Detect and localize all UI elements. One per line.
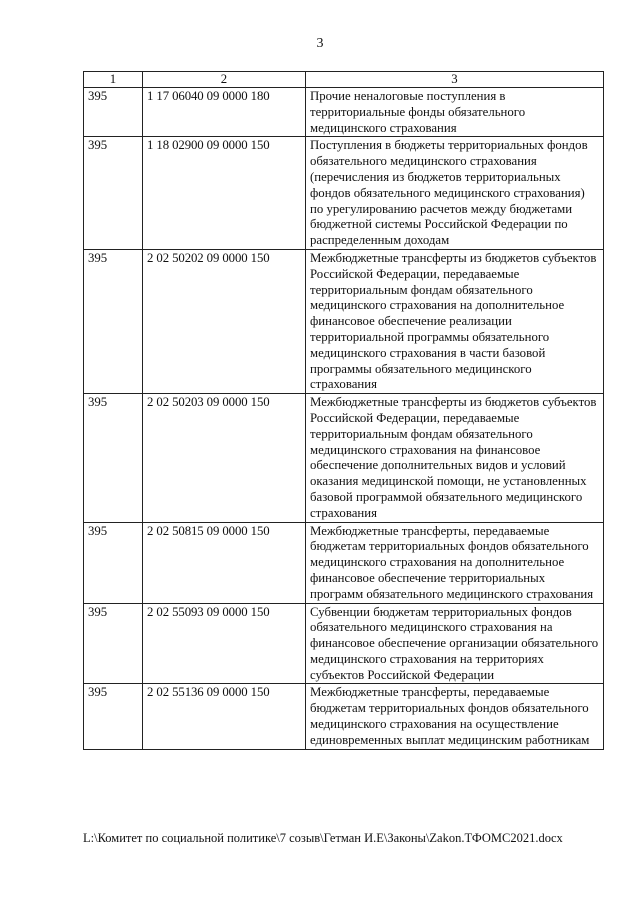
description-cell: Межбюджетные трансферты, передаваемые бюджетам территориальных фондов обязательного медицинского страхования на дополнительное финансовое обеспечение территориальных программ обязательного медицинского страхования	[306, 522, 604, 603]
description-cell: Поступления в бюджеты территориальных фондов обязательного медицинского страхования (перечисления из бюджетов территориальных фондов обязательного медицинского страхования) по урегулированию расчетов между бюджетами бюджетной системы Российской Федерации по распределенным доходам	[306, 137, 604, 250]
table-row	[84, 684, 604, 749]
table-row	[84, 88, 604, 137]
admin-code-cell: 395	[84, 137, 143, 250]
revenue-codes-table	[83, 71, 604, 750]
column-header-2: 2	[143, 72, 306, 88]
kbk-code-cell: 1 18 02900 09 0000 150	[143, 137, 306, 250]
kbk-code-cell: 2 02 50202 09 0000 150	[143, 249, 306, 393]
admin-code-cell: 395	[84, 684, 143, 749]
description-cell: Межбюджетные трансферты, передаваемые бюджетам территориальных фондов обязательного медицинского страхования на осуществление единовременных выплат медицинским работникам	[306, 684, 604, 749]
table-row	[84, 394, 604, 522]
description-cell: Межбюджетные трансферты из бюджетов субъектов Российской Федерации, передаваемые территориальным фондам обязательного медицинского страхования на финансовое обеспечение дополнительных видов и условий оказания медицинской помощи, не установленных базовой программой обязательного медицинского страхования	[306, 394, 604, 522]
admin-code-cell: 395	[84, 394, 143, 522]
admin-code-cell: 395	[84, 522, 143, 603]
description-cell: Межбюджетные трансферты из бюджетов субъектов Российской Федерации, передаваемые территориальным фондам обязательного медицинского страхования на дополнительное финансовое обеспечение реализации территориальной программы обязательного медицинского страхования в части базовой программы обязательного медицинского страхования	[306, 249, 604, 393]
column-header-3: 3	[306, 72, 604, 88]
description-cell: Субвенции бюджетам территориальных фондов обязательного медицинского страхования на финансовое обеспечение организации обязательного медицинского страхования на территориях субъектов Российской Федерации	[306, 603, 604, 684]
admin-code-cell: 395	[84, 603, 143, 684]
description-cell: Прочие неналоговые поступления в территориальные фонды обязательного медицинского страхования	[306, 88, 604, 137]
table-row	[84, 137, 604, 250]
page-number: 3	[316, 36, 324, 51]
file-path-footer: L:\Комитет по социальной политике\7 созыв\Гетман И.Е\Законы\Zakon.ТФОМС2021.docx	[83, 831, 563, 845]
table-header-row	[84, 72, 604, 88]
table-row	[84, 522, 604, 603]
kbk-code-cell: 2 02 55136 09 0000 150	[143, 684, 306, 749]
kbk-code-cell: 2 02 50815 09 0000 150	[143, 522, 306, 603]
admin-code-cell: 395	[84, 249, 143, 393]
column-header-1: 1	[84, 72, 143, 88]
table-row	[84, 249, 604, 393]
kbk-code-cell: 2 02 50203 09 0000 150	[143, 394, 306, 522]
admin-code-cell: 395	[84, 88, 143, 137]
table-row	[84, 603, 604, 684]
kbk-code-cell: 2 02 55093 09 0000 150	[143, 603, 306, 684]
kbk-code-cell: 1 17 06040 09 0000 180	[143, 88, 306, 137]
